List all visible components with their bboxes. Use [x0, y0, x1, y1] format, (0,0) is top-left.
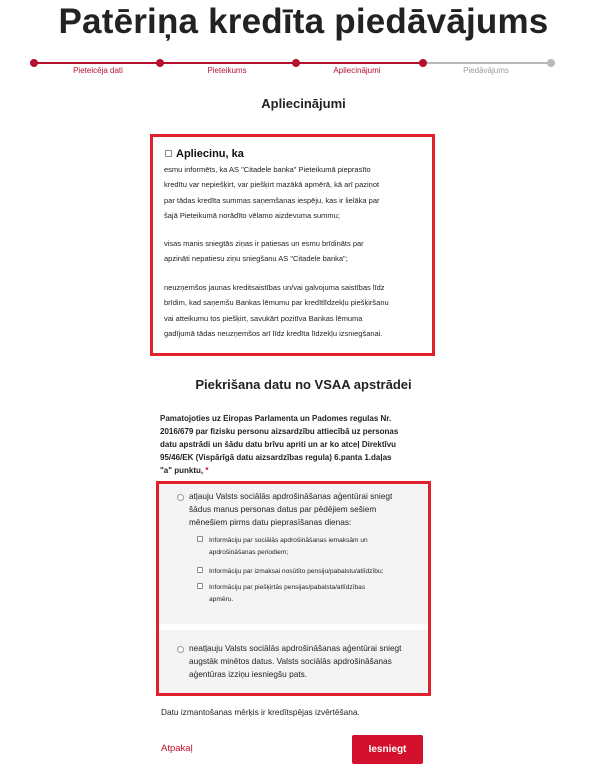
- sub-item-line: Informāciju par piešķirtās pensijas/pabalsta/atlīdzības: [209, 584, 366, 591]
- deny-option-line: augstāk minētos datus. Valsts sociālās apdrošināšanas: [189, 656, 392, 666]
- sub-item-line: Informāciju par izmaksai nosūtīto pensiju/pabalstu/atlīdzību;: [209, 568, 384, 575]
- step-label-declarations: Apliecinājumi: [333, 66, 381, 75]
- gdpr-line: Pamatojoties uz Eiropas Parlamenta un Padomes regulas Nr.: [160, 414, 392, 423]
- declaration-p1-line: kredītu var nepiešķirt, var piešķirt mazākā apmērā, kā arī paziņot: [164, 180, 380, 190]
- sub-item-line: apmēru.: [209, 596, 234, 603]
- step-dot-offer-start: [419, 59, 427, 67]
- step-label-applicant-data: Pieteicēja dati: [73, 66, 123, 75]
- step-label-offer: Piedāvājums: [463, 66, 509, 75]
- declaration-p2-line: visas manis sniegtās ziņas ir patiesas un esmu brīdināts par: [164, 239, 364, 248]
- declaration-p3-line: brīdim, kad saņemšu Bankas lēmumu par kredītlīdzekļu piešķiršanu: [164, 298, 389, 308]
- page-title: Patēriņa kredīta piedāvājums: [58, 2, 549, 41]
- sub-item-pension-amount[interactable]: [197, 582, 425, 606]
- declaration-p3-line: gadījumā tādas neuzņemšos arī līdz kredīta līdzekļu izsniegšanai.: [164, 328, 383, 338]
- declarations-box: [150, 134, 435, 356]
- sub-item-line: Informāciju par sociālās apdrošināšanas iemaksām un: [209, 537, 368, 544]
- declaration-paragraph-3: [164, 280, 422, 341]
- step-dot-declarations: [292, 59, 300, 67]
- declaration-p3-line: neuzņemšos jaunas kreditsaistības un/vai galvojuma saistības līdz: [164, 283, 385, 292]
- declaration-p2-line: apzināti nepatiesu ziņu sniegšanu AS "Citadele banka";: [164, 254, 348, 264]
- allow-option-line: mēnešiem pirms datu pieprasīšanas dienas:: [189, 517, 352, 527]
- progress-stepper: [30, 56, 554, 80]
- choice-divider: [159, 624, 428, 630]
- step-label-application: Pieteikums: [207, 66, 247, 75]
- deny-radio[interactable]: [177, 646, 184, 653]
- vsaa-choice-box: [156, 481, 431, 696]
- allow-option-label[interactable]: [189, 490, 429, 529]
- declaration-paragraph-1: [164, 162, 422, 223]
- sub-item-line: apdrošināšanas periodiem;: [209, 549, 289, 556]
- deny-option-line: aģentūras izziņu iesniegšu pats.: [189, 669, 308, 679]
- vsaa-section-title: Piekrišana datu no VSAA apstrādei: [195, 377, 412, 392]
- allow-radio[interactable]: [177, 494, 184, 501]
- declaration-p1-line: esmu informēts, ka AS "Citadele banka" Pieteikumā pieprasīto: [164, 165, 371, 174]
- sub-item-contributions[interactable]: [197, 535, 425, 559]
- allow-option-line: šādus manus personas datus par pēdējiem sešiem: [189, 504, 377, 514]
- step-dot-application: [156, 59, 164, 67]
- data-purpose-text: Datu izmantošanas mērķis ir kredītspējas izvērtēšana.: [161, 707, 360, 717]
- step-dot-applicant-data: [30, 59, 38, 67]
- sub-item-checkbox-paid-pension[interactable]: [197, 567, 203, 573]
- deny-option-line: neatļauju Valsts sociālās apdrošināšanas aģentūrai sniegt: [189, 643, 402, 653]
- sub-item-checkbox-pension-amount[interactable]: [197, 583, 203, 589]
- declaration-p1-line: par tādas kredīta summas saņemšanas iespēju, kas ir lielāka par: [164, 195, 380, 205]
- declaration-checkbox-label: Apliecinu, ka: [176, 148, 244, 160]
- deny-option-label[interactable]: [189, 642, 429, 681]
- declaration-checkbox[interactable]: [165, 150, 172, 157]
- gdpr-line: datu apstrādi un šādu datu brīvu apriti un ar ko atceļ Direktīvu: [160, 440, 397, 449]
- gdpr-legal-text: [160, 412, 430, 477]
- declaration-paragraph-2: [164, 236, 422, 267]
- sub-item-paid-pension[interactable]: [197, 566, 425, 578]
- required-marker: *: [205, 466, 209, 475]
- step-dot-end: [547, 59, 555, 67]
- declaration-p3-line: vai atteikumu tos piešķirt, savukārt pozitīva Bankas lēmuma: [164, 313, 363, 323]
- gdpr-line: 2016/679 par fizisku personu aizsardzību attiecībā uz personas: [160, 427, 399, 436]
- declarations-section-title: Apliecinājumi: [261, 96, 346, 111]
- sub-item-checkbox-contributions[interactable]: [197, 536, 203, 542]
- back-link[interactable]: Atpakaļ: [161, 743, 193, 754]
- gdpr-line: 95/46/EK (Vispārīgā datu aizsardzības regula) 6.panta 1.daļas: [160, 453, 392, 462]
- submit-button[interactable]: Iesniegt: [352, 735, 423, 764]
- allow-option-line: atļauju Valsts sociālās apdrošināšanas aģentūrai sniegt: [189, 491, 393, 501]
- gdpr-line: "a" punktu,: [160, 466, 204, 475]
- declaration-p1-line: šajā Pieteikumā norādīto vēlamo aizdevuma summu;: [164, 210, 340, 220]
- stepper-track-remaining: [423, 62, 551, 64]
- stepper-track-completed: [34, 62, 423, 64]
- declaration-checkbox-row[interactable]: [165, 148, 244, 160]
